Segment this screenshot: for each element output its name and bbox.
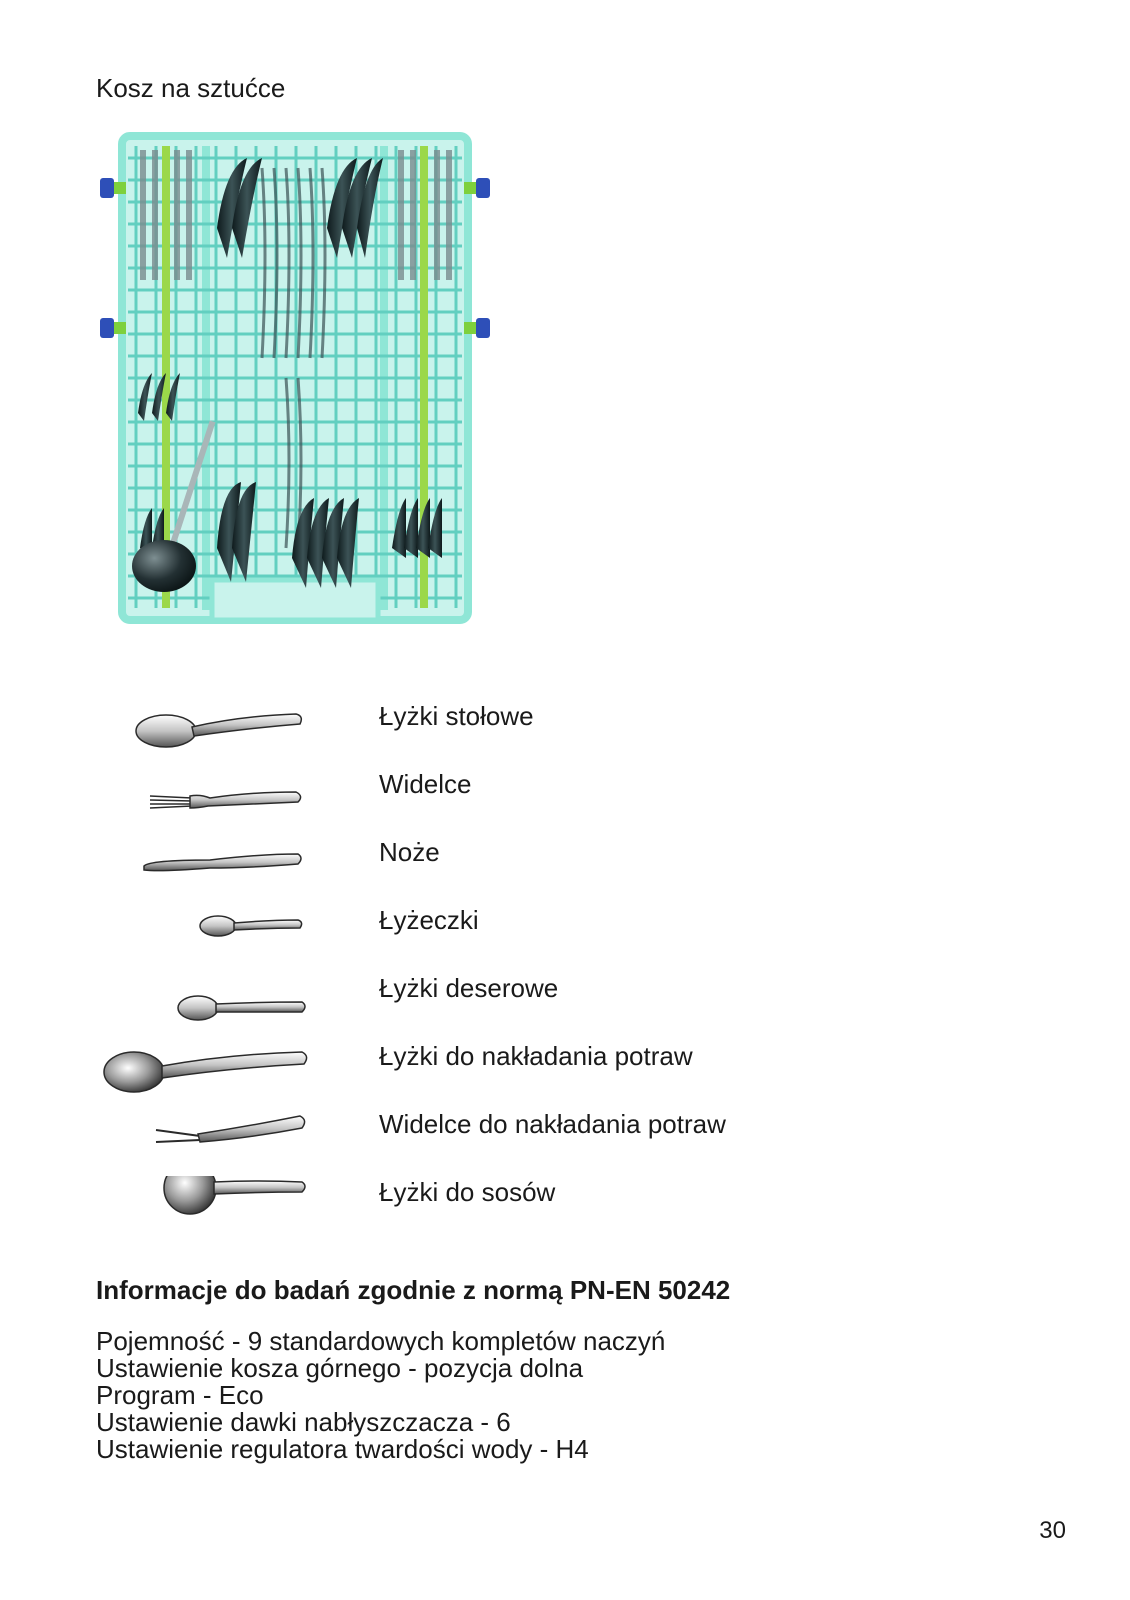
- legend-row-table-spoons: [0, 700, 1130, 760]
- info-line: Pojemność - 9 standardowych kompletów naczyń: [96, 1326, 666, 1356]
- info-line: Ustawienie regulatora twardości wody - H4: [96, 1434, 589, 1464]
- test-info-title: Informacje do badań zgodnie z normą PN-EN 50242: [96, 1275, 731, 1305]
- legend-label: Widelce: [379, 769, 472, 799]
- legend-label: Widelce do nakładania potraw: [379, 1109, 726, 1139]
- legend-row-knives: [0, 836, 1130, 896]
- serving-spoon-icon: [100, 1040, 320, 1100]
- legend-row-sauce-ladles: [0, 1176, 1130, 1236]
- test-info-list: [96, 1328, 665, 1463]
- legend-row-serving-spoons: [0, 1040, 1130, 1100]
- fork-icon: [100, 768, 320, 828]
- legend-label: Łyżki stołowe: [379, 701, 534, 731]
- legend-row-forks: [0, 768, 1130, 828]
- table-spoon-icon: [100, 700, 320, 760]
- cutlery-basket-illustration: [92, 128, 502, 648]
- serving-fork-icon: [100, 1108, 320, 1168]
- dessert-spoon-icon: [100, 972, 320, 1032]
- legend-row-serving-forks: [0, 1108, 1130, 1168]
- info-line: Program - Eco: [96, 1380, 264, 1410]
- legend-label: Łyżki do sosów: [379, 1177, 556, 1207]
- legend-label: Noże: [379, 837, 440, 867]
- page-heading: Kosz na sztućce: [96, 73, 286, 103]
- info-line: Ustawienie dawki nabłyszczacza - 6: [96, 1407, 511, 1437]
- page-number: 30: [1039, 1517, 1066, 1544]
- legend-label: Łyżeczki: [379, 905, 479, 935]
- sauce-ladle-icon: [100, 1176, 320, 1236]
- legend-label: Łyżki do nakładania potraw: [379, 1041, 693, 1071]
- teaspoon-icon: [100, 904, 320, 964]
- info-line: Ustawienie kosza górnego - pozycja dolna: [96, 1353, 584, 1383]
- legend-row-dessert-spoons: [0, 972, 1130, 1032]
- legend-label: Łyżki deserowe: [379, 973, 559, 1003]
- knife-icon: [100, 836, 320, 896]
- legend-row-teaspoons: [0, 904, 1130, 964]
